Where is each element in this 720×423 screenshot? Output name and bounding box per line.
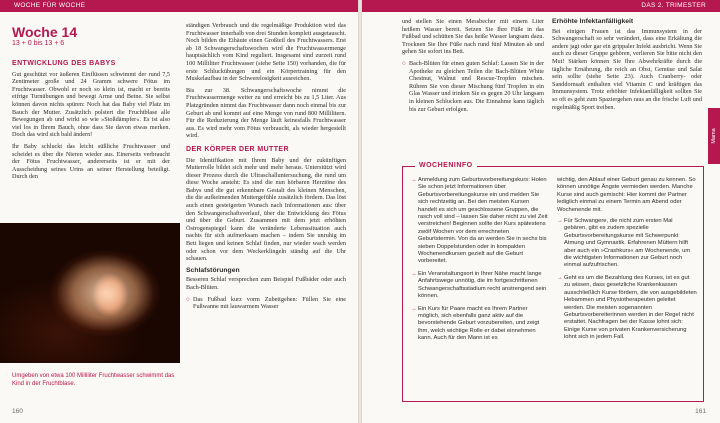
paragraph: ständigen Verbrauch und die regelmäßige Produktion wird das Fruchtwasser innerhalb von drei Stunden komplett ausgetauscht. Noch bilden die Eihäute einen Großteil des Fruchtwassers. Erst ab 18 Schwangerschaftswochen wird die Fruchtwassermenge hauptsächlich vom Kind reguliert. Insgesamt sind zurzeit rund 100 Milliliter Fruchtwasser (siehe Seite 150) vorhanden, die für erste Schluckübungen und ein Körpertraining für den Muskelaufbau in der Schwerelosigkeit ausreichen. <box>186 22 346 83</box>
right-page <box>362 0 720 423</box>
list-item <box>411 271 549 301</box>
list-item <box>557 218 697 270</box>
subheading-sleep: Schlafstörungen <box>186 266 240 274</box>
arrow-right-icon: → <box>411 270 417 277</box>
right-column-1 <box>402 18 544 118</box>
bullet-text: Bach-Blüten für einen guten Schlaf: Lassen Sie in der Apotheke zu gleichen Teilen die Bach-Blüten White Chestnut, Walnut und Rescue-Tropfen mischen. Rühren Sie von dieser Mischung fünf Tropfen in ein Glas Wasser und trinken Sie es gegen 20 Uhr langsam in kleinen Schlucken aus. Die Einnahme kann täglich bis zur Geburt erfolgen. <box>409 59 544 113</box>
photo-caption: Umgeben von etwa 100 Milliliter Fruchtwasser schwimmt das Kind in der Fruchtblase. <box>12 373 175 387</box>
list-item <box>411 177 549 266</box>
infobox-column-1 <box>411 177 549 348</box>
arrow-right-icon: → <box>411 177 417 183</box>
paragraph: Ihr Baby schluckt das leicht süßliche Fruchtwasser und scheidet es über die Nieren wieder aus. Einerseits verbraucht der Fötus Fruchtwasser, andererseits ist er mit der Ausscheidung seines Urins an seiner Herstellung beteiligt. Durch den <box>12 142 170 181</box>
infobox-column-2 <box>557 177 697 347</box>
bullet-text: Ein Kurs für Paare macht es Ihrem Partner möglich, sich ebenfalls ganz aktiv auf die bevorstehende Geburt vorzubereiten, und zeigt ihm, welch wichtige Rolle er dabei einnehmen kann. Auch für den Mann ist es <box>418 305 540 342</box>
list-item <box>557 275 697 342</box>
arrow-right-icon: → <box>411 305 417 312</box>
paragraph: Bei einigen Frauen ist das Immunsystem in der Schwangerschaft so sehr verändert, dass eine Erkältung die andere jagt oder gar ein grippaler Infekt ausbricht. Wenn Sie auch zu dieser Gruppe gehören, verlieren Sie bitte nicht den Mut! Stärken können Sie Ihre Abwehrkräfte durch die tägliche Ernährung, die reich an Obst, Gemüse und Salat sein sollte (siehe Seite 23). Auch Cranberry- oder Sanddornsaft enthalten viel Vitamin C und kräftigen das Immunsystem. Trotz erhöhter Infektanfälligkeit sollten Sie so oft es geht zum Spaziergehen raus an die frische Luft und regelmäßig Sport treiben. <box>552 27 702 111</box>
bullet-text: Geht es um die Bezahlung des Kurses, ist es gut zu wissen, dass gesetzliche Krankenkassen ausschließlich Kurse fördern, die von ausgebildeten Hebammen und Physiotherapeuten geleitet werden. Die meisten sogenannten Geburtsvorbereiterinnen werden in der Regel nicht erstattet. Nachfragen bei der Kasse lohnt sich: Einige Kurse von privaten Krankenversicherung lohnt sich in jedem Fall. <box>564 274 697 341</box>
bullet-text: Für Schwangere, die nicht zum ersten Mal gebären, gibt es zudem spezielle Geburtsvorbereitungskurse mit Schwerpunkt Atmung und Gymnastik. Erfahrenen Müttern hilft aber auch ein »Crashkurs« am Wochenende, um die wichtigsten Informationen zur Geburt noch einmal aufzufrischen. <box>564 218 691 269</box>
list-item <box>402 60 544 113</box>
tab-label: Mama <box>711 128 717 144</box>
bullet-circle-icon: ○ <box>186 295 190 303</box>
paragraph: Bis zur 38. Schwangerschaftswoche nimmt die Fruchtwassermenge weiter zu und erreicht bis zu 1,5 Liter. Aus Platzgründen nimmt das Fruchtwasser dann noch einmal bis zur Geburt ab und kommt auf eine Menge von rund 800 Millilitern. Für die Reduzierung der Menge läuft keinesfalls Fruchtwasser aus. Es wird mehr vom Fötus verbraucht, als wieder hergestellt wird. <box>186 86 346 140</box>
left-page <box>0 0 358 423</box>
bullet-circle-icon: ○ <box>402 59 406 67</box>
section-tab-mama[interactable] <box>708 108 720 164</box>
infobox-heading: WOCHENINFO <box>415 162 477 169</box>
page-number-left: 160 <box>12 408 23 415</box>
arrow-right-icon: → <box>557 274 563 281</box>
section-heading-mother: DER KÖRPER DER MUTTER <box>186 145 289 153</box>
paragraph: wichtig, den Ablauf einer Geburt genau zu kennen. So können unnötige Ängste vermieden werden. Manche Kurse sind auch gemischt: Hier kommt der Partner lediglich einmal zu einem Termin am Abend oder Wochenende mit. <box>557 177 696 213</box>
bullet-text: Anmeldung zum Geburtsvorbereitungskurs: Holen Sie schon jetzt Informationen über Geburtsvorbereitungskurse ein und melden Sie sich rechtzeitig an. Bei den meisten Kursen handelt es sich um geschlossene Gruppen, die rasch voll sind – lassen Sie daher nicht zu viel Zeit verstreichen! Beginnen sollte der Kurs spätestens zwölf Wochen vor dem errechneten Geburtstermin. Von da an werden Sie in sechs bis sieben Doppelstunden oder in kompakten Wochenendkursen gezielt auf die Geburt vorbereitet. <box>418 177 548 265</box>
paragraph: Besseren Schlaf versprechen zum Beispiel Fußbäder oder auch Bach-Blüten. <box>186 276 346 291</box>
fetus-photo <box>0 223 180 363</box>
list-item <box>186 296 346 311</box>
paragraph: Die Identifikation mit Ihrem Baby und der zukünftigen Mutterrolle bildet sich mehr und mehr heraus. Unterstützt wird dieser Prozess durch die Ultraschalluntersuchung, die rund um diese Woche ansteht: Es sind die nun hörbaren Herztöne des Babys und die gut erkennbare Gestalt des kleinen Menschen, die die aufkeimenden Muttergefühle zusätzlich fördern. Das löst auch einen gesteigerten Wunsch nach Informationen aus: über den Schwangerschaftsverlauf, über die Entwicklung des Fötus und über die Geburt. Zusammen mit dem jetzt erhöhten Östrogenspiegel kann die veränderte Lebenssituation auch nachts für sich aufmerksam machen – indem Sie unruhig im Bett liegen und keinen Schlaf finden, nur wieder wach werden oder schon vor dem Weckerklingeln ständig auf die Uhr schauen. <box>186 156 346 263</box>
bullet-text: Ein Veranstaltungsort in Ihrer Nähe macht lange Anfahrtswege unnötig, die im fortgeschrittenen Schwangerschaftsstadium recht anstrengend sein können. <box>418 270 547 300</box>
paragraph: und stellen Sie einen Messbecher mit einem Liter heißem Wasser bereit. Setzen Sie Ihre Füße in das Fußbad und schütten Sie das heiße Wasser langsam dazu. Trocknen Sie Ihre Füße nach rund fünf Minuten ab und gehen Sie sofort ins Bett. <box>402 18 544 56</box>
section-heading-baby: ENTWICKLUNG DES BABYS <box>12 60 116 67</box>
wocheninfo-box <box>402 162 704 402</box>
page-subtitle: 13 + 0 bis 13 + 6 <box>12 40 65 47</box>
left-column-2 <box>186 22 346 316</box>
page-number-right: 161 <box>695 408 706 415</box>
running-header-right: DAS 2. TRIMESTER <box>362 0 720 12</box>
right-column-2 <box>552 18 702 115</box>
list-item <box>411 306 549 343</box>
subheading-infection: Erhöhte Infektanfälligkeit <box>552 18 634 25</box>
bullet-text: Das Fußbad kurz vorm Zubettgehen: Füllen Sie eine Fußwanne mit lauwarmem Wasser <box>193 295 346 311</box>
left-column-1 <box>12 60 170 185</box>
paragraph: Gut geschützt vor äußeren Einflüssen schwimmt der rund 7,5 Zentimeter große und 24 Gramm schwere Fötus im Fruchtwasser. Obwohl er noch so klein ist, macht er bereits eifrige Turnübungen und bewegt Arme und Beine. Sie selbst können davon nichts spüren: Noch hat das Baby viel Platz im Bauch der Mutter. Zusätzlich polstert die Fruchtblase alle Bewegungen ab und wirkt so wie »Stoßdämpfer«. Es ist also viel los in Ihrem Bauch, ohne dass Sie davon etwas merken. Doch das wird sich bald ändern! <box>12 70 170 139</box>
arrow-right-icon: → <box>557 218 563 225</box>
page-title: Woche 14 <box>12 24 78 40</box>
running-header-left: WOCHE FÜR WOCHE <box>0 0 358 12</box>
